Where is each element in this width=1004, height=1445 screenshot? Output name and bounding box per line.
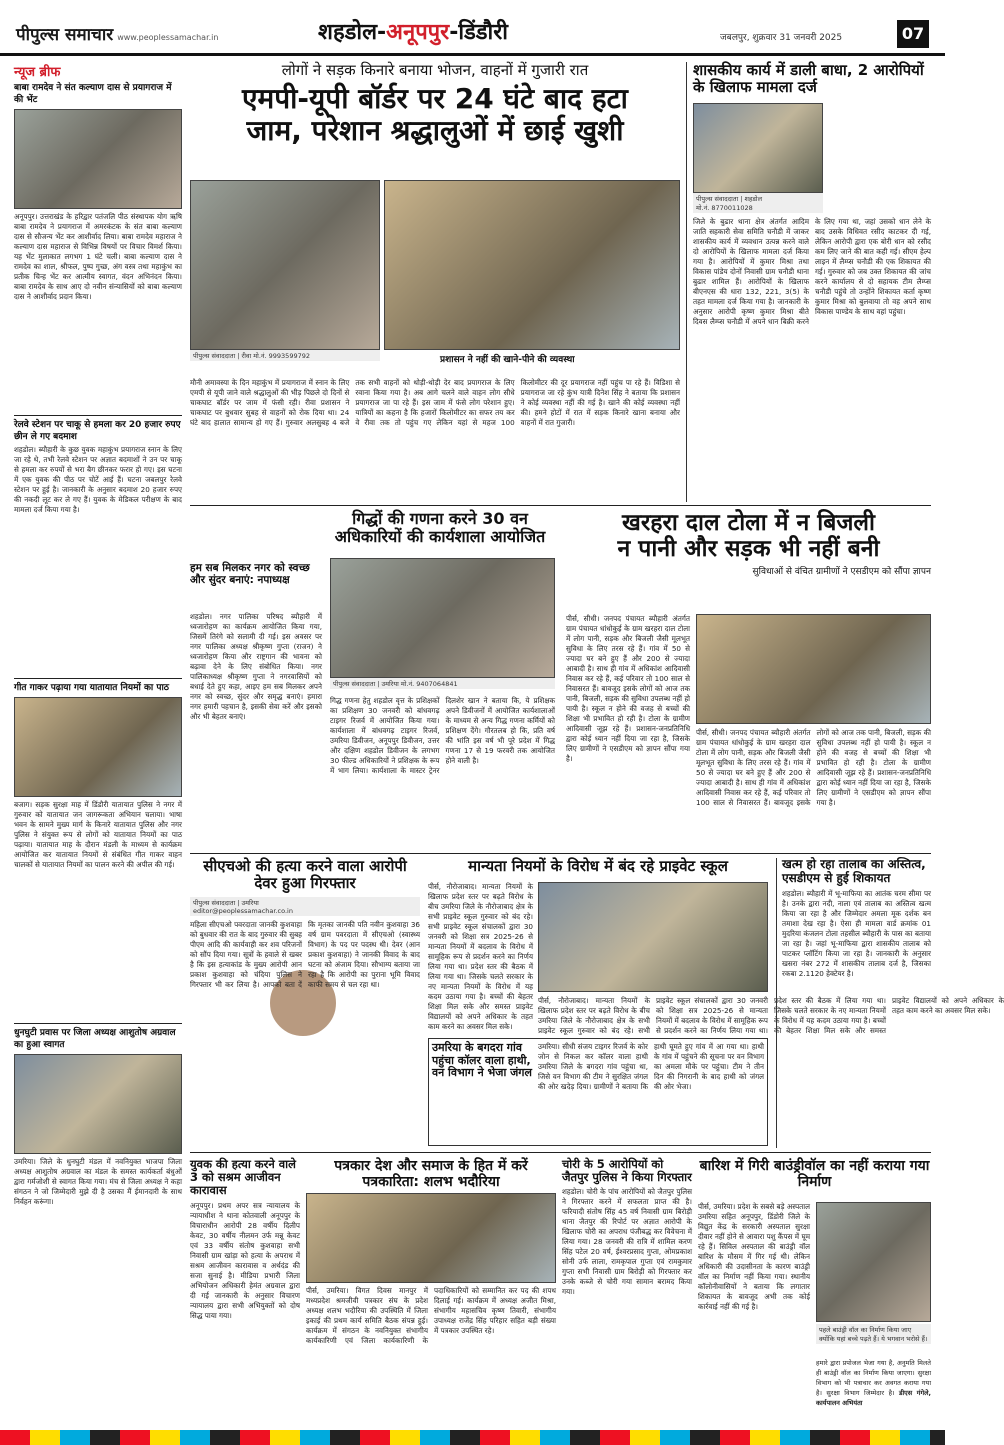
lead-subhead: प्रशासन ने नहीं की खाने-पीने की व्यवस्था [440,355,575,365]
divider [190,853,931,854]
credit-place: शहडोल [744,194,762,203]
brief-headline-2: रेलवे स्टेशन पर चाकू से हमला कर 20 हजार रुपए छीन ले गए बदमाश [14,420,181,442]
credit-mobile: मो.नं. 9407064841 [400,680,458,688]
issue-date: जबलपुर, शुक्रवार 31 जनवरी 2025 [720,33,843,43]
newspaper-brand [16,22,218,45]
credit-mobile: मो.नं. 8770011028 [696,203,753,212]
brief-photo-1 [14,109,182,209]
brief-headline-3: गीत गाकर पढ़ाया गया यातायात नियमों का पाठ [14,683,169,693]
divider [190,1152,931,1153]
divider [190,505,931,506]
credit-name: पीपुल्स संवाददाता [193,898,236,907]
elephant-box [428,1038,768,1146]
section-c: -डिंडौरी [449,20,508,45]
credit-place: उमरिया [241,898,259,907]
wall-story [698,1158,931,1423]
credit-place: उमरिया [381,680,399,688]
news-brief-column [14,62,182,1422]
brief-headline-4: धुनघुटी प्रवास पर जिला अध्यक्ष आशुतोष अग्रवाल का हुआ स्वागत [14,1028,176,1050]
page-number: 07 [897,20,929,48]
brief-tag: न्यूज ब्रीफ [14,62,182,80]
press-body: पीर्स, उमरिया। विगत दिवस मानपुर में मध्यप्रदेश श्रमजीवी पत्रकार संघ के प्रदेश अध्यक्ष शलभ भदौरिया की उपस्थिति में जिला इकाई की प्रथम कार्य समिति बैठक संपन्न हुई। कार्यक्रम में संगठन के नवनियुक्त संभागीय कार्यकारिणी एवं जिला कार्यकारिणी के पदाधिकारियों को सम्मानित कर पद की शपथ दिलाई गई। कार्यक्रम में अध्यक्ष अजीत मिश्रा, संभागीय महासचिव कृष्ण तिवारी, संभागीय उपाध्यक्ष राजेंद्र सिंह परिहार सहित बड़ी संख्या में पत्रकार उपस्थित रहे। [306,1286,556,1346]
vulture-story [190,510,560,850]
lead-photo-1 [190,180,380,350]
credit-name: पीपुल्स संवाददाता [193,352,236,360]
editor-email[interactable]: editor@peoplessamachar.co.in [193,906,293,915]
credit-place: रीवा [241,352,252,360]
vulture-credit: पीपुल्स संवाददाता | उमरिया मो.नं. 9407064841 [330,678,555,689]
divider [14,1023,182,1024]
brief-photo-3 [14,697,182,797]
pond-headline: खत्म हो रहा तालाब का अस्तित्व, एसडीएम से हुई शिकायत [782,857,926,885]
kharhara-photo [696,614,931,724]
section-b: अनूपपुर [386,20,450,45]
elephant-headline: उमरिया के बगदरा गांव पहुंचा कॉलर वाला हाथी, वन विभाग ने भेजा जंगल [432,1041,532,1080]
life-sentence-story [190,1158,300,1423]
wall-quote-author: डीएस गंगेले, कार्यपालन अभियंता [816,1389,931,1407]
kharhara-body-1: पीर्स, सीधी। जनपद पंचायत ब्यौहारी अंतर्गत ग्राम पंचायत धांधोकुई के ग्राम खरहरा दाल टोला में लोग पानी, सड़क और बिजली जैसी मूलभूत सुविधा के लिए तरस रहे हैं। गांव में 50 से ज्यादा घर बने हुए हैं और 200 से ज्यादा आबादी है। साथ ही गांव में अधिकांश आदिवासी निवास कर रहे हैं, कई परिवार तो 100 साल से निवासरत हैं। बावजूद इसके लोगों को आज तक पानी, बिजली, सड़क की सुविधा उपलब्ध नहीं हो पायी है। स्कूल न होने की वजह से बच्चों की शिक्षा भी प्रभावित हो रही है। टोला के ग्रामीण आदिवासी जूझ रहे हैं। प्रशासन-जनप्रतिनिधि द्वारा कोई ध्यान नहीं दिया जा रहा है, जिसके लिए ग्रामीणों ने एसडीएम को ज्ञापन सौंपा गया है। [566,614,690,763]
credit-name: पीपुल्स संवाददाता [696,194,739,203]
vulture-headline: गिद्धों की गणना करने 30 वन अधिकारियों की कार्यशाला आयोजित [334,509,546,547]
press-photo [306,1193,556,1283]
credit-mobile: मो.नं. 9993599792 [253,352,310,360]
vulture-body: गिद्ध गणना हेतु शहडोल वृत्त के प्रशिक्षकों का प्रशिक्षण 30 जनवरी को बांधवगढ़ टाइगर रिजर्व में आयोजित किया गया। कार्यशाला में बांधवगढ़ टाइगर रिजर्व, उमरिया डिवीजन, अनूपपुर डिवीजन, उत्तर और दक्षिण शहडोल डिवीजन के लगभग 30 फील्ड अधिकारियों ने प्रशिक्षक के रूप में भाग लिया। कार्यशाला के मास्टर ट्रेनर दिलशेर खान ने बताया कि, ये प्रशिक्षक अपने डिवीजनों में आयोजित कार्यशालाओं के माध्यम से अन्य गिद्ध गणना कर्मियों को प्रशिक्षण देंगे। गौरतलब हो कि, प्रति वर्ष की भांति इस वर्ष भी पूरे प्रदेश में गिद्ध गणना 17 से 19 फरवरी तक आयोजित होने वाली है। [330,696,555,775]
wall-headline: बारिश में गिरी बाउंड्रीवॉल का नहीं कराया गया निर्माण [699,1158,930,1191]
obstruction-body: जिले के बुढार थाना क्षेत्र अंतर्गत आदिम जाति सहकारी सेवा समिति चनौडी में जाकर शासकीय कार्य में व्यवधान उत्पन्न करने वाले दो आरोपियों के खिलाफ मामला दर्ज किया गया है। आरोपियों में कुमार मिश्रा तथा विकास पांडेय दोनों निवासी ग्राम चनौडी थाना बुढार शामिल हैं। आरोपियों के खिलाफ बीएनएस की धारा 132, 221, 3(5) के तहत मामला दर्ज किया गया है। जानकारी के अनुसार आरोपी कृष्ण कुमार मिश्रा बीते दिवस लैम्प्स चनौडी में अपने धान बिक्री करने के लिए गया था, जहां उसको धान लेने के बाद उसके विधिवत रसीद काटकर दी गई, लेकिन आरोपी द्वारा एक बोरी धान को रसीद कम लिए जाने की बात कही गई। सीएम हेल्प लाइन में लैम्प्स चनौडी की एक शिकायत की गई। गुरुवार को जब उक्त शिकायत की जांच करने कार्यालय से दो सहायक टीम लैम्प्स चनौडी पहुंचे तो उन्होंने शिकायत कर्ता कृष्ण कुमार मिश्रा को बुलवाया तो वह अपने साथ विकास पाण्डेय के साथ वहां पहुंचा। [693,216,931,326]
pond-story [776,858,931,1148]
wall-body: पीर्स, उमरिया। प्रदेश के सबसे बड़े अस्पताल उमरिया सहित अनूपपुर, डिंडोरी जिले के विद्युत केंद्र के सरकारी अस्पताल सुरक्षा दीवार नहीं होने से आवारा पशु कैंपस में घूम रहे हैं। सिविल अस्पताल की बाउंड्री वॉल बारिश के मौसम में गिर गई थी। लेकिन अधिकारी की उदासीनता के कारण बाउंड्री वॉल का निर्माण नहीं किया गया। स्थानीय कॉलोनीवासियों ने बताया कि लगातार शिकायत के बावजूद अभी तक कोई कार्रवाई नहीं की गई है। [698,1202,810,1311]
brief-text-4: उमरिया। जिले के धुनघुटी मंडल में नवनियुक्त भाजपा जिला अध्यक्ष आशुतोष अग्रवाल का मंडल के समस्त कार्यकर्ता बंधुओं द्वारा गर्मजोशी से स्वागत किया गया। मंच से जिला अध्यक्ष ने कहा संगठन ने जो जिम्मेदारी मुझे दी है उसका मैं ईमानदारी के साथ निर्वहन करूंगा। [14,1157,182,1206]
divider [14,678,182,679]
pond-body: शहडोल। ब्यौहारी में भू-माफिया का आतंक चरम सीमा पर है। उनके द्वारा नदी, नाला एवं तालाब का अस्तित्व खत्म किया जा रहा है और जिम्मेदार अमला मूक दर्शक बन तमाशा देख रहा है। ऐसा ही मामला वार्ड क्रमांक 01 मुदरिया कंजलन टोला तहसील ब्यौहारी के पास का बताया जा रहा है। जहां भू-माफिया द्वारा शासकीय तालाब को पाटकर प्लॉटिंग किया जा रहा है। जानकारी के अनुसार खसरा नंबर 272 में शासकीय तालाब दर्ज है, जिसका रकबा 2.1120 हेक्टेयर है। [782,888,931,978]
life-sentence-headline: युवक की हत्या करने वाले 3 को सश्रम आजीवन कारावास [190,1157,296,1198]
theft-body: शहडोल। चोरी के पांच आरोपियों को जैतपुर पुलिस ने गिरफ्तार करने में सफलता प्राप्त की है। फरियादी संतोष सिंह 45 वर्ष निवासी ग्राम बिरोड़ी थाना जैतपुर की रिपोर्ट पर अज्ञात आरोपी के खिलाफ चोरी का अपराध पंजीबद्ध कर विवेचना में लिया गया। 28 जनवरी की रात्रि में शामिल करण सिंह पटेल 20 वर्ष, ईश्वरप्रसाद गुप्ता, ओमप्रकाश सोनी उर्फ लाला, रामकृपाल गुप्ता एवं रामकुमार गुप्ता सभी निवासी ग्राम बिरोड़ी को गिरफ्तार कर उनके कब्जे से चोरी गया सामान बरामद किया गया। [562,1187,692,1297]
divider [14,415,182,416]
obstruction-photo [693,103,823,193]
cho-story [190,858,420,1148]
private-school-body: पीर्स, नौरोजाबाद। मान्यता नियमों के खिलाफ प्रदेश स्तर पर बढ़ते विरोध के बीच उमरिया जिले के नौरोजाबाद क्षेत्र के सभी प्राइवेट स्कूल गुरुवार को बंद रहे। सभी प्राइवेट स्कूल संचालकों द्वारा 30 जनवरी को शिक्षा सत्र 2025-26 से मान्यता नियमों में बदलाव के विरोध में सामूहिक रूप से प्रदर्शन करने का निर्णय लिया गया था। प्रदेश स्तर की बैठक में लिया गया था। जिसके चलते सरकार के नए मान्यता नियमों के विरोध में यह कदम उठाया गया है। बच्चों की बेहतर शिक्षा मिल सके और समस्त प्राइवेट विद्यालयों को अपने अधिकार के तहत काम करने का अवसर मिल सके। [428,882,533,1031]
section-a: शहडोल- [318,20,387,45]
kharhara-headline-1: खरहरा दाल टोला में न बिजली [622,510,875,536]
brief-text-1: अनूपपुर। उत्तराखंड के हरिद्वार पतंजलि पीठ संस्थापक योग ऋषि बाबा रामदेव ने प्रयागराज में अमरकंटक के संत बाबा कल्याण दास से सौजन्य भेंट कर आशीर्वाद लिया। बाबा रामदेव महाराज ने कल्याण दास महाराज से विभिन्न विषयों पर विचार विमर्श किया। यह भेंट मुलाकात लगभग 1 घंटे चली। बाबा कल्याण दास ने रामदेव का शाल, श्रीफल, पुष्प गुच्छ, अंग वस्त्र तथा महाकुंभ का प्रतीक चिन्ह भेंट कर आत्मीय स्वागत, वंदन अभिनंदन किया। बाबा रामदेव के साथ आए दो नवीन संन्यासियों को बाबा कल्याण दास ने आशीर्वाद प्रदान किया। [14,212,182,301]
brief-photo-4 [14,1054,182,1154]
lead-kicker: लोगों ने सड़क किनारे बनाया भोजन, वाहनों में गुजारी रात [281,61,589,79]
masthead [0,0,945,56]
wall-quote [816,1358,931,1420]
life-sentence-body: अनूपपुर। प्रथम अपर सत्र न्यायालय के न्यायाधीश ने थाना कोतवाली अनूपपुर के विचाराधीन आरोपी 28 वर्षीय दिलीप केवट, 30 वर्षीय नीलमन उर्फ मन्नू केवट एवं 33 वर्षीय संतोष कुशवाहा सभी निवासी ग्राम खांड़ा को हत्या के अपराध में सश्रम आजीवन कारावास व अर्थदंड की सजा सुनाई है। मीडिया प्रभारी जिला अभियोजन अधिकारी हेमंत अग्रवाल द्वारा दी गई जानकारी के अनुसार विचारण न्यायालय द्वारा सभी अभियुक्तों को दोष सिद्ध पाया गया। [190,1200,300,1320]
kharhara-subhead: सुविधाओं से वंचित ग्रामीणों ने एसडीएम को सौंपा ज्ञापन [752,566,931,577]
brief-headline-1: बाबा रामदेव ने संत कल्याण दास से प्रयागराज में की भेंट [14,83,172,105]
press-story [306,1158,556,1423]
wall-caption: पहले बाउंड्री वॉल का निर्माण किया जाए क्योंकि यहां बच्चे पढ़ते हैं। ये भगवान भरोसे हैं। [816,1324,931,1344]
lead-photo-2 [384,180,680,350]
clean-headline: हम सब मिलकर नगर को स्वच्छ और सुंदर बनाएं: नपाध्यक्ष [190,562,310,587]
brief-text-2: शहडोल। ब्यौहारी के कुछ युवक महाकुंभ प्रयागराज स्नान के लिए जा रहे थे, तभी रेलवे स्टेशन पर अज्ञात बदमाशों ने उन पर चाकू से हमला कर रुपयों से भरा बैग छीनकर फरार हो गए। इस घटना में एक युवक की पीठ पर चोटें आई हैं। घटना जबलपुर रेलवे स्टेशन पर हुई है। जानकारी के अनुसार बदमाश 20 हजार रुपए की नकदी लूट कर ले गए हैं। युवक के मेडिकल परीक्षण के बाद मामला दर्ज किया गया है। [14,445,182,514]
brief-text-3: बजाग। सड़क सुरक्षा माह में डिंडौरी यातायात पुलिस ने नगर में गुरुवार को यातायात जन जागरूकता अभियान चलाया। भाषा भवन के सामने मुख्य मार्ग के किनारे यातायात पुलिस और नगर पुलिस ने संयुक्त रूप से लोगों को यातायात नियमों का पाठ पढ़ाया। यातायात माह के दौरान मंडली के माध्यम से कार्यक्रम आयोजित कर यातायात नियमों से संबंधित गीत गाकर वाहन चालकों से यातायात नियमों का पालन करने की अपील की गई। [14,800,182,869]
obstruction-headline: शासकीय कार्य में डाली बाधा, 2 आरोपियों के खिलाफ मामला दर्ज [693,61,924,97]
kharhara-story [566,510,931,850]
kharhara-headline-2: न पानी और सड़क भी नहीं बनी [617,536,880,563]
wall-quote-text: हमारे द्वारा प्रपोजल भेजा गया है, अनुमति मिलते ही बाउंड्री वॉल का निर्माण किया जाएगा। सुरक्षा विभाग को भी पत्राचार कर अवगत कराया गया है। सुरक्षा विभाग जिम्मेदार है। [816,1359,931,1397]
obstruction-credit: पीपुल्स संवाददाता | शहडोल मो.नं. 8770011028 [693,193,823,213]
lead-headline-2: जाम, परेशान श्रद्धालुओं में छाई खुशी [246,114,624,148]
vulture-photo [330,558,555,678]
theft-story [562,1158,692,1423]
theft-headline: चोरी के 5 आरोपियों को जैतपुर पुलिस ने किया गिरफ्तार [562,1157,692,1185]
private-school-photo [538,882,768,992]
cho-headline: सीएचओ की हत्या करने वाला आरोपी देवर हुआ गिरफ्तार [203,857,407,893]
clean-body: शहडोल। नगर पालिका परिषद ब्यौहारी में ध्वजारोहण का कार्यक्रम आयोजित किया गया, जिसमें तिरंगे को सलामी दी गई। इस अवसर पर नगर पालिका अध्यक्ष श्रीकृष्ण गुप्ता (राजन) ने ध्वजारोहण किया और राष्ट्रगान की भावना को बढ़ावा देने के लिए संबोधित किया। नगर पालिकाध्यक्ष श्रीकृष्ण गुप्ता ने नगरवासियों को बधाई देते हुए कहा, आइए हम सब मिलकर अपने नगर को स्वच्छ, सुंदर और समृद्ध बनाएं। हमारा नगर हमारी पहचान है, इसकी सेवा करें और इसको और भी बेहतर बनाएं। [190,612,322,721]
wall-photo [816,1202,931,1322]
brand-name: पीपुल्स समाचार [16,25,114,45]
press-headline: पत्रकार देश और समाज के हित में करें पत्रकारिता: शलभ भदौरिया [334,1158,528,1191]
section-title [318,16,508,46]
credit-name: पीपुल्स संवाददाता [333,680,376,688]
private-school-body-2: पीर्स, नौरोजाबाद। मान्यता नियमों के खिलाफ प्रदेश स्तर पर बढ़ते विरोध के बीच उमरिया जिले के नौरोजाबाद क्षेत्र के सभी प्राइवेट स्कूल गुरुवार को बंद रहे। सभी प्राइवेट स्कूल संचालकों द्वारा 30 जनवरी को शिक्षा सत्र 2025-26 से मान्यता नियमों में बदलाव के विरोध में सामूहिक रूप से प्रदर्शन करने का निर्णय लिया गया था। प्रदेश स्तर की बैठक में लिया गया था। जिसके चलते सरकार के नए मान्यता नियमों के विरोध में यह कदम उठाया गया है। बच्चों की बेहतर शिक्षा मिल सके और समस्त प्राइवेट विद्यालयों को अपने अधिकार के तहत काम करने का अवसर मिल सके। [538,996,1004,1035]
elephant-body: उमरिया। सीधी संजय टाइगर रिजर्व के कोर जोन से निकल कर कॉलर वाला हाथी उमरिया जिले के बगदरा गांव पहुंचा था, जिसे वन विभाग की टीम ने सुरक्षित जंगल की ओर खदेड़ दिया। ग्रामीणों ने बताया कि हाथी घूमते हुए गांव में आ गया था। हाथी के गांव में पहुंचने की सूचना पर वन विभाग का अमला मौके पर पहुंचा। टीम ने तीन दिन की निगरानी के बाद हाथी को जंगल की ओर भेजा। [538,1042,764,1091]
brand-website[interactable]: www.peoplessamachar.in [117,33,219,42]
cho-body: महिला सीएचओ पवरदाता जानकी कुशवाहा को बुधवार की रात के बाद गुरुवार की सुबह पीएम आदि की कार्यवाही कर शव परिजनों को सौंप दिया गया। सूत्रों के हवाले से खबर है कि इस हत्याकांड के मुख्य आरोपी आन प्रकाश कुशवाहा को चंदिया पुलिस ने गिरफ्तार भी कर लिया है। आपको बता दें कि मृतका जानकी पति नवीन कुशवाहा 36 वर्ष ग्राम पवरदाता में सीएचओ (स्वास्थ्य विभाग) के पद पर पदस्थ थी। देवर (आन प्रकाश कुशवाहा) ने जानकी विवाद के बाद घटना को अंजाम दिया। सौभाग्य बताया जा रहा है कि आरोपी का पुराना भूमि विवाद काफी समय से चल रहा था। [190,920,420,989]
cho-credit: पीपुल्स संवाददाता | उमरिया editor@peoplessamachar.co.in [190,897,420,916]
private-school-headline: मान्यता नियमों के विरोध में बंद रहे प्राइवेट स्कूल [468,857,728,875]
obstruction-story [686,62,931,502]
color-registration-bar [0,1430,945,1445]
lead-credit: पीपुल्स संवाददाता | रीवा मो.नं. 9993599792 [190,350,380,361]
lead-story [190,62,680,502]
lead-body: मौनी अमावस्या के दिन महाकुंभ में प्रयागराज में स्नान के लिए एमपी से यूपी जाने वाले श्रद्धालुओं की भीड़ पिछले दो दिनों से चाकघाट बॉर्डर पर जाम में फंसी रही। रीवा प्रशासन ने चाकघाट पर बुधवार सुबह से वाहनों को रोक दिया था। 24 घंटे बाद हालात सामान्य हो गए हैं। गुरुवार अलसुबह 4 बजे तक सभी वाहनों को थोड़ी-थोड़ी देर बाद प्रयागराज के लिए रवाना किया गया है। अब आगे चलने वाले वाहन लोग सीधे प्रयागराज जा पा रहे हैं। इस जाम में फंसे लोग परेशान हुए। यात्रियों का कहना है कि हजारों किलोमीटर का सफर तय कर वे रीवा तक तो पहुंच गए लेकिन यहां से महज 100 किलोमीटर की दूर प्रयागराज नहीं पहुंच पा रहे हैं। विडिशा से प्रयागराज जा रहे कुंभ यात्री दिनेश सिंह ने बताया कि प्रशासन ने कोई व्यवस्था नहीं की गई है। खाने की कोई व्यवस्था नहीं की। हमने होटों में रात में सड़क किनारे खाना बनाया और वाहनों में रात गुजारी। [190,378,680,427]
lead-headline-1: एमपी-यूपी बॉर्डर पर 24 घंटे बाद हटा [242,82,628,116]
kharhara-body-2: पीर्स, सीधी। जनपद पंचायत ब्यौहारी अंतर्गत ग्राम पंचायत धांधोकुई के ग्राम खरहरा दाल टोला में लोग पानी, सड़क और बिजली जैसी मूलभूत सुविधा के लिए तरस रहे हैं। गांव में 50 से ज्यादा घर बने हुए हैं और 200 से ज्यादा आबादी है। साथ ही गांव में अधिकांश आदिवासी निवास कर रहे हैं, कई परिवार तो 100 साल से निवासरत हैं। बावजूद इसके लोगों को आज तक पानी, बिजली, सड़क की सुविधा उपलब्ध नहीं हो पायी है। स्कूल न होने की वजह से बच्चों की शिक्षा भी प्रभावित हो रही है। टोला के ग्रामीण आदिवासी जूझ रहे हैं। प्रशासन-जनप्रतिनिधि द्वारा कोई ध्यान नहीं दिया जा रहा है, जिसके लिए ग्रामीणों ने एसडीएम को ज्ञापन सौंपा गया है। [696,728,931,807]
